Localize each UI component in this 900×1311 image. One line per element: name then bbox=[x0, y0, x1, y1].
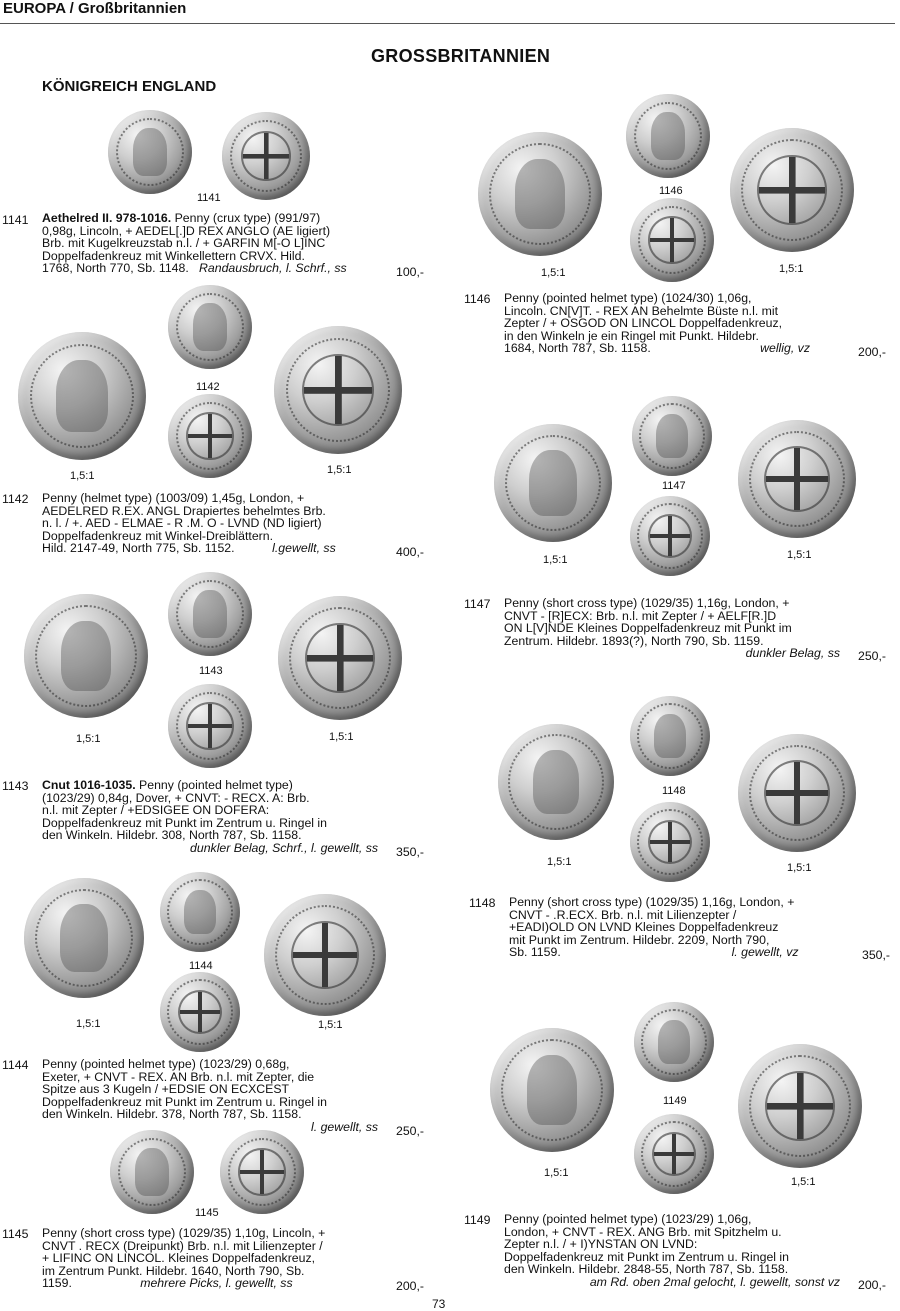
scale-label: 1,5:1 bbox=[779, 263, 804, 275]
lot-number: 1146 bbox=[464, 292, 491, 306]
lot-number: 1145 bbox=[2, 1227, 29, 1241]
coin-image-reverse bbox=[274, 326, 402, 454]
coin-image-reverse bbox=[278, 596, 402, 720]
scale-label: 1,5:1 bbox=[70, 470, 95, 482]
lot-description: Penny (short cross type) (1029/35) 1,10g, Lincoln, + CNVT . RECX (Dreipunkt) Brb. n.l. mit Lilienzepter / + LIFINC ON LINCOL. Kleines Doppelfadenkreuz, im Zentrum Punkt. Hildebr. 1640, North 790, Sb. 1159. mehrere Picks, l. gewellt, ss bbox=[42, 1226, 326, 1291]
coin-image-reverse bbox=[738, 1044, 862, 1168]
lot-caption: 1142 bbox=[196, 381, 220, 393]
lot-description: Cnut 1016-1035. Penny (pointed helmet type) (1023/29) 0,84g, Dover, + CNVT: - RECX. A: Brb. n.l. mit Zepter / +EDSIGEE ON DOFERA: Doppelfadenkreuz mit Punkt im Zentrum u. Ringel in den Winkeln. Hildebr. 308, North 787, Sb. 1158. dunkler Belag, Schrf., l. gewellt, ss bbox=[42, 778, 378, 855]
lot-description: Penny (pointed helmet type) (1024/30) 1,06g, Lincoln. CN[V]T. - REX AN Behelmte Büste n.l. mit Zepter / + OSGOD ON LINCOL Doppelfadenkreuz, in den Winkeln je ein Ringel mit Punkt. Hildebr. 1684, North 787, Sb. 1158. wellig, vz bbox=[504, 291, 810, 356]
lot-description: Penny (pointed helmet type) (1023/29) 0,68g, Exeter, + CNVT - REX. AN Brb. n.l. mit Zepter, die Spitze aus 3 Kugeln / +EDSIE ON ECXCEST Doppelfadenkreuz mit Punkt im Zentrum u. Ringel in den Winkeln. Hildebr. 378, North 787, Sb. 1158. l. gewellt, ss bbox=[42, 1057, 378, 1134]
coin-image-reverse bbox=[168, 394, 252, 478]
lot-number: 1143 bbox=[2, 779, 29, 793]
scale-label: 1,5:1 bbox=[787, 862, 812, 874]
coin-image-obverse bbox=[24, 878, 144, 998]
scale-label: 1,5:1 bbox=[327, 464, 352, 476]
lot-price: 250,- bbox=[396, 1124, 425, 1138]
coin-image-obverse bbox=[498, 724, 614, 840]
coin-image-obverse bbox=[110, 1130, 194, 1214]
lot-price: 100,- bbox=[396, 265, 425, 279]
lot-number: 1147 bbox=[464, 597, 491, 611]
coin-image-reverse bbox=[160, 972, 240, 1052]
coin-image-obverse bbox=[160, 872, 240, 952]
scale-label: 1,5:1 bbox=[543, 554, 568, 566]
coin-image-obverse bbox=[478, 132, 602, 256]
lot-caption: 1149 bbox=[663, 1095, 687, 1107]
scale-label: 1,5:1 bbox=[329, 731, 354, 743]
lot-number: 1144 bbox=[2, 1058, 29, 1072]
lot-caption: 1141 bbox=[197, 192, 221, 204]
scale-label: 1,5:1 bbox=[76, 1018, 101, 1030]
coin-image-obverse bbox=[24, 594, 148, 718]
lot-description: Penny (pointed helmet type) (1023/29) 1,06g, London, + CNVT - REX. ANG Brb. mit Spitzhelm u. Zepter n.l. / + I)YNSTAN ON LVND: Doppelfadenkreuz mit Punkt im Zentrum u. Ringel in den Winkeln. Hildebr. 2848-55, North 787, Sb. 1158. am Rd. oben 2mal gelocht, l. gewellt, sonst vz bbox=[504, 1212, 840, 1289]
lot-price: 400,- bbox=[396, 545, 425, 559]
lot-price: 200,- bbox=[396, 1279, 425, 1293]
coin-image-reverse bbox=[634, 1114, 714, 1194]
scale-label: 1,5:1 bbox=[791, 1176, 816, 1188]
coin-image-reverse bbox=[630, 802, 710, 882]
lot-caption: 1148 bbox=[662, 785, 686, 797]
lot-caption: 1145 bbox=[195, 1207, 219, 1219]
coin-image-reverse bbox=[220, 1130, 304, 1214]
lot-description: Aethelred II. 978-1016. Penny (crux type) (991/97) 0,98g, Lincoln, + AEDEL[.]D REX ANGLO (AE ligiert) Brb. mit Kugelkreuzstab n.l. / + GARFIN M[-O L]INC Doppelfadenkreuz mit Winkellettern CRVX. Hild. 1768, North 770, Sb. 1148. Randausbruch, l. Schrf., ss bbox=[42, 211, 347, 276]
coin-image-obverse bbox=[168, 572, 252, 656]
scale-label: 1,5:1 bbox=[318, 1019, 343, 1031]
lot-caption: 1143 bbox=[199, 665, 223, 677]
coin-image-reverse bbox=[738, 420, 856, 538]
scale-label: 1,5:1 bbox=[76, 733, 101, 745]
lot-number: 1149 bbox=[464, 1213, 491, 1227]
coin-image-obverse bbox=[632, 396, 712, 476]
coin-image-reverse bbox=[730, 128, 854, 252]
page-number: 73 bbox=[432, 1297, 446, 1311]
coin-image-obverse bbox=[490, 1028, 614, 1152]
lot-price: 200,- bbox=[858, 1278, 887, 1292]
coin-image-obverse bbox=[168, 285, 252, 369]
lot-caption: 1147 bbox=[662, 480, 686, 492]
lot-description: Penny (short cross type) (1029/35) 1,16g, London, + CNVT - [R]ECX: Brb. n.l. mit Zepter / + AELF[R.]D ON L[V]NDE Kleines Doppelfadenkreuz mit Punkt im Zentrum. Hildebr. 1893(?), North 790, Sb. 1159. dunkler Belag, ss bbox=[504, 596, 840, 661]
lot-description: Penny (short cross type) (1029/35) 1,16g, London, + CNVT - .R.ECX. Brb. n.l. mit Lilienzepter / +EADI)OLD ON LVND Kleines Doppelfadenkreuz mit Punkt im Zentrum. Hildebr. 2209, North 790, Sb. 1159. l. gewellt, vz bbox=[509, 895, 799, 960]
header-divider bbox=[0, 23, 895, 24]
lot-price: 350,- bbox=[396, 845, 425, 859]
coin-image-reverse bbox=[738, 734, 856, 852]
scale-label: 1,5:1 bbox=[547, 856, 572, 868]
lot-number: 1142 bbox=[2, 492, 29, 506]
subsection-title: KÖNIGREICH ENGLAND bbox=[42, 78, 217, 95]
lot-number: 1141 bbox=[2, 213, 29, 227]
lot-caption: 1146 bbox=[659, 185, 683, 197]
coin-image-reverse bbox=[630, 198, 714, 282]
lot-caption: 1144 bbox=[189, 960, 213, 972]
scale-label: 1,5:1 bbox=[544, 1167, 569, 1179]
lot-price: 350,- bbox=[862, 948, 891, 962]
lot-price: 200,- bbox=[858, 345, 887, 359]
lot-description: Penny (helmet type) (1003/09) 1,45g, London, + AEDELRED R.EX. ANGL Drapiertes behelmtes Brb. n. l. / +. AED - ELMAE - R .M. O - LVND (ND ligiert) Doppelfadenkreuz mit Winkel-Dreiblättern. Hild. 2147-49, North 775, Sb. 1152. l.gewellt, ss bbox=[42, 491, 336, 556]
coin-image-obverse bbox=[626, 94, 710, 178]
scale-label: 1,5:1 bbox=[541, 267, 566, 279]
coin-image-reverse bbox=[264, 894, 386, 1016]
coin-image-obverse bbox=[630, 696, 710, 776]
scale-label: 1,5:1 bbox=[787, 549, 812, 561]
page-header: EUROPA / Großbritannien bbox=[3, 0, 187, 17]
section-title: GROSSBRITANNIEN bbox=[371, 46, 551, 66]
coin-image-obverse bbox=[634, 1002, 714, 1082]
coin-image-reverse bbox=[168, 684, 252, 768]
coin-image-reverse bbox=[630, 496, 710, 576]
lot-number: 1148 bbox=[469, 896, 496, 910]
lot-price: 250,- bbox=[858, 649, 887, 663]
coin-image-obverse bbox=[18, 332, 146, 460]
coin-image-obverse bbox=[494, 424, 612, 542]
coin-image-obverse bbox=[108, 110, 192, 194]
coin-image-reverse bbox=[222, 112, 310, 200]
